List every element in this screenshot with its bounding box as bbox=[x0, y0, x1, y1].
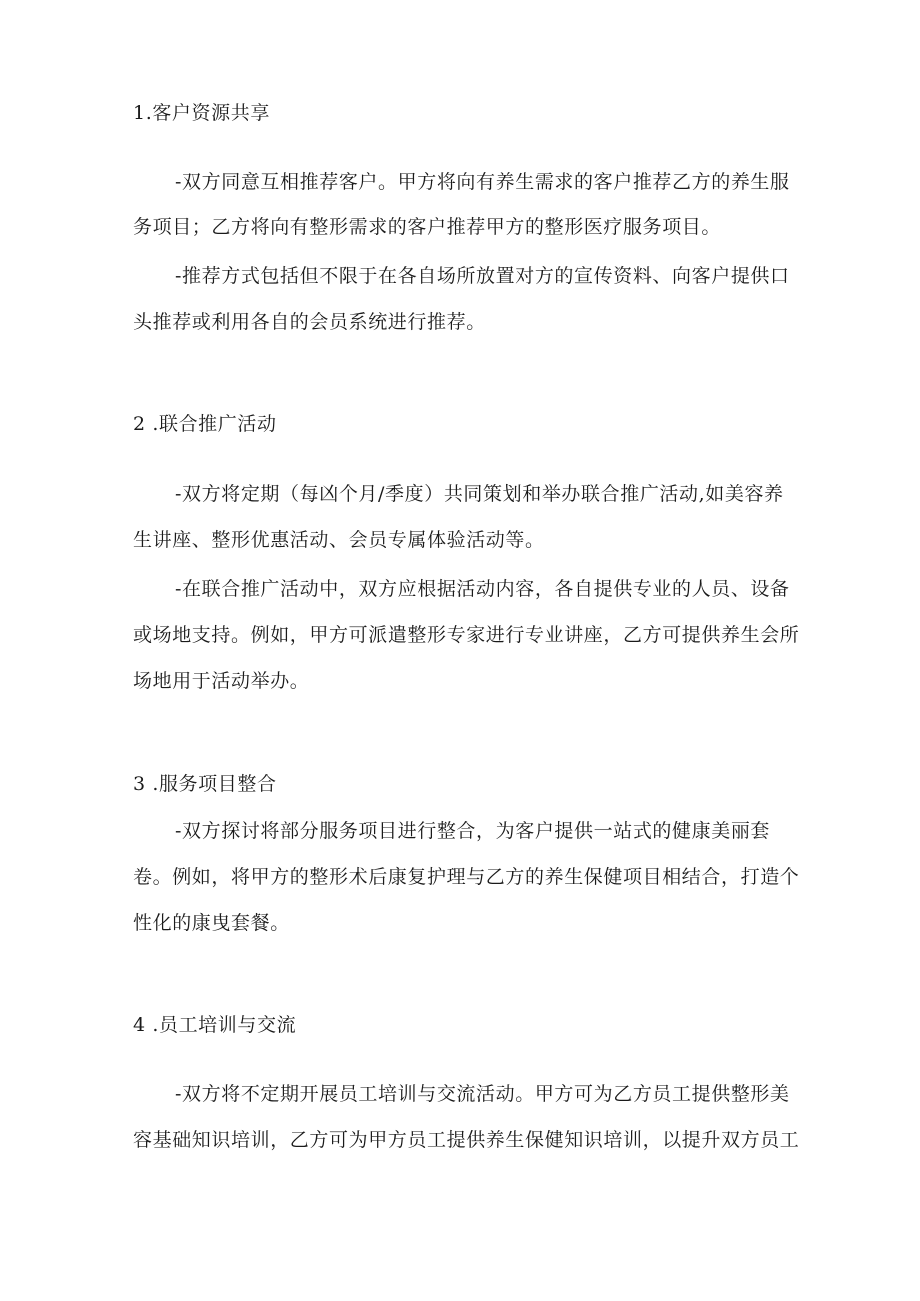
section-1-para-2-line-1: -推荐方式包括但不限于在各自场所放置对方的宣传资料、向客户提供口 bbox=[175, 265, 790, 287]
section-4-para-1-line-2: 容基础知识培训，乙方可为甲方员工提供养生保健知识培训，以提升双方员工 bbox=[133, 1129, 800, 1151]
section-2-para-2-line-2: 或场地支持。例如，甲方可派遣整形专家进行专业讲座，乙方可提供养生会所 bbox=[133, 624, 800, 646]
section-2-para-1-line-2: 生讲座、整形优惠活动、会员专属体验活动等。 bbox=[133, 529, 545, 551]
section-4-heading: 4 .员工培训与交流 bbox=[133, 1014, 297, 1036]
section-3-para-1-line-2: 卷。例如，将甲方的整形术后康复护理与乙方的养生保健项目相结合，打造个 bbox=[133, 866, 800, 888]
section-1-para-2-line-2: 头推荐或利用各自的会员系统进行推荐。 bbox=[133, 311, 486, 333]
section-3-para-1-line-1: -双方探讨将部分服务项目进行整合，为客户提供一站式的健康美丽套 bbox=[175, 820, 771, 842]
section-3-heading: 3 .服务项目整合 bbox=[133, 773, 277, 795]
section-1-para-1-line-1: -双方同意互相推荐客户。甲方将向有养生需求的客户推荐乙方的养生服 bbox=[175, 171, 790, 193]
section-2-heading: 2 .联合推广活动 bbox=[133, 413, 277, 435]
section-2-para-2-line-3: 场地用于活动举办。 bbox=[133, 670, 310, 692]
section-2-para-2-line-1: -在联合推广活动中，双方应根据活动内容，各自提供专业的人员、设备 bbox=[175, 578, 790, 600]
section-3-para-1-line-3: 性化的康曳套餐。 bbox=[133, 912, 290, 934]
section-1-para-1-line-2: 务项目；乙方将向有整形需求的客户推荐甲方的整形医疗服务项目。 bbox=[133, 216, 722, 238]
section-2-para-1-line-1: -双方将定期（每凶个月/季度）共同策划和举办联合推广活动,如美容养 bbox=[175, 483, 784, 505]
section-4-para-1-line-1: -双方将不定期开展员工培训与交流活动。甲方可为乙方员工提供整形美 bbox=[175, 1083, 790, 1105]
section-1-heading: 1.客户资源共享 bbox=[133, 102, 270, 124]
